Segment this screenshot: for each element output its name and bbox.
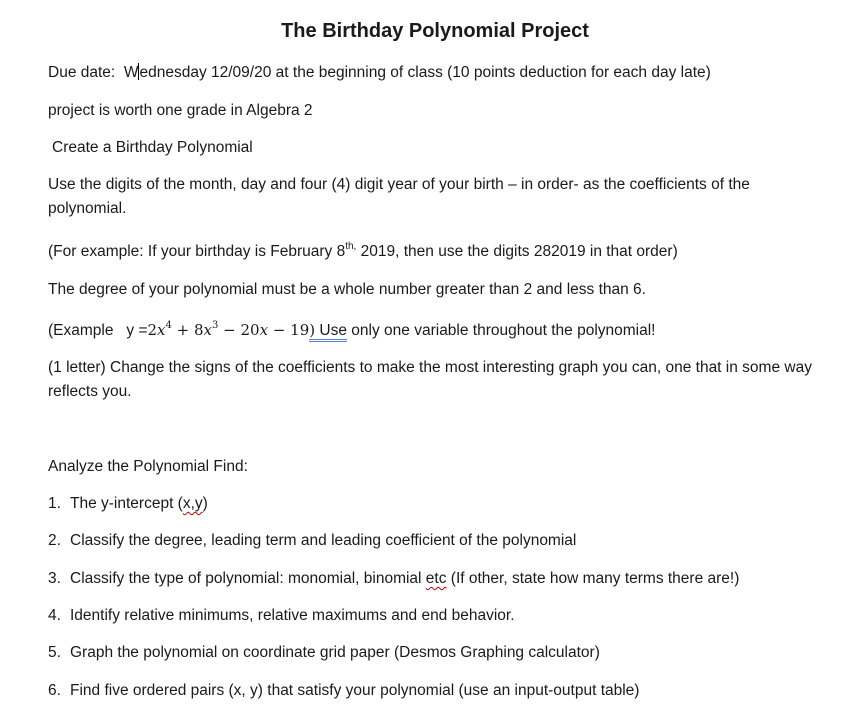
task-3: 3. Classify the type of polynomial: monomial, binomial etc (If other, state how many terms there are!)	[48, 570, 740, 587]
for-example-line	[48, 240, 678, 264]
for-example-after: 2019, then use the digits 282019 in that order)	[356, 243, 678, 260]
due-date-line	[48, 61, 711, 85]
document-title: The Birthday Polynomial Project	[281, 20, 589, 42]
example-rest: only one variable throughout the polynomial!	[347, 322, 656, 339]
degree-rule: The degree of your polynomial must be a whole number greater than 2 and less than 6.	[48, 281, 646, 298]
task-2: 2. Classify the degree, leading term and leading coefficient of the polynomial	[48, 532, 577, 549]
example-use: Use	[315, 322, 347, 342]
for-example-before: (For example: If your birthday is February 8	[48, 243, 346, 260]
task-5: 5. Graph the polynomial on coordinate grid paper (Desmos Graphing calculator)	[48, 644, 600, 661]
due-date-label: Due date:	[48, 64, 116, 81]
example-open: (Example	[48, 322, 114, 339]
analyze-heading: Analyze the Polynomial Find:	[48, 458, 248, 475]
example-y: y =	[126, 322, 148, 339]
example-close: )	[309, 321, 315, 342]
digits-instruction: Use the digits of the month, day and four (4) digit year of your birth – in order- as the coefficients of the polynomial.	[48, 176, 750, 217]
due-date-text: ednesday 12/09/20 at the beginning of class (10 points deduction for each day late)	[139, 64, 711, 81]
create-heading: Create a Birthday Polynomial	[52, 139, 253, 156]
spellcheck-squiggle: etc	[425, 570, 447, 587]
worth-line: project is worth one grade in Algebra 2	[48, 102, 313, 119]
example-equation-line	[48, 318, 655, 343]
task-4: 4. Identify relative minimums, relative maximums and end behavior.	[48, 607, 515, 624]
signs-instruction: (1 letter) Change the signs of the coefficients to make the most interesting graph you can, one that in some way reflects you.	[48, 359, 812, 400]
polynomial-equation: $2x^4 + 8x^3 - 20x - 19$)	[148, 321, 316, 339]
for-example-sup: th,	[345, 241, 357, 252]
spellcheck-squiggle: x,y	[182, 495, 203, 512]
task-1: 1. The y-intercept (x,y)	[48, 495, 208, 512]
task-6: 6. Find five ordered pairs (x, y) that satisfy your polynomial (use an input-output table)	[48, 682, 640, 699]
due-date-w: W	[123, 64, 139, 81]
